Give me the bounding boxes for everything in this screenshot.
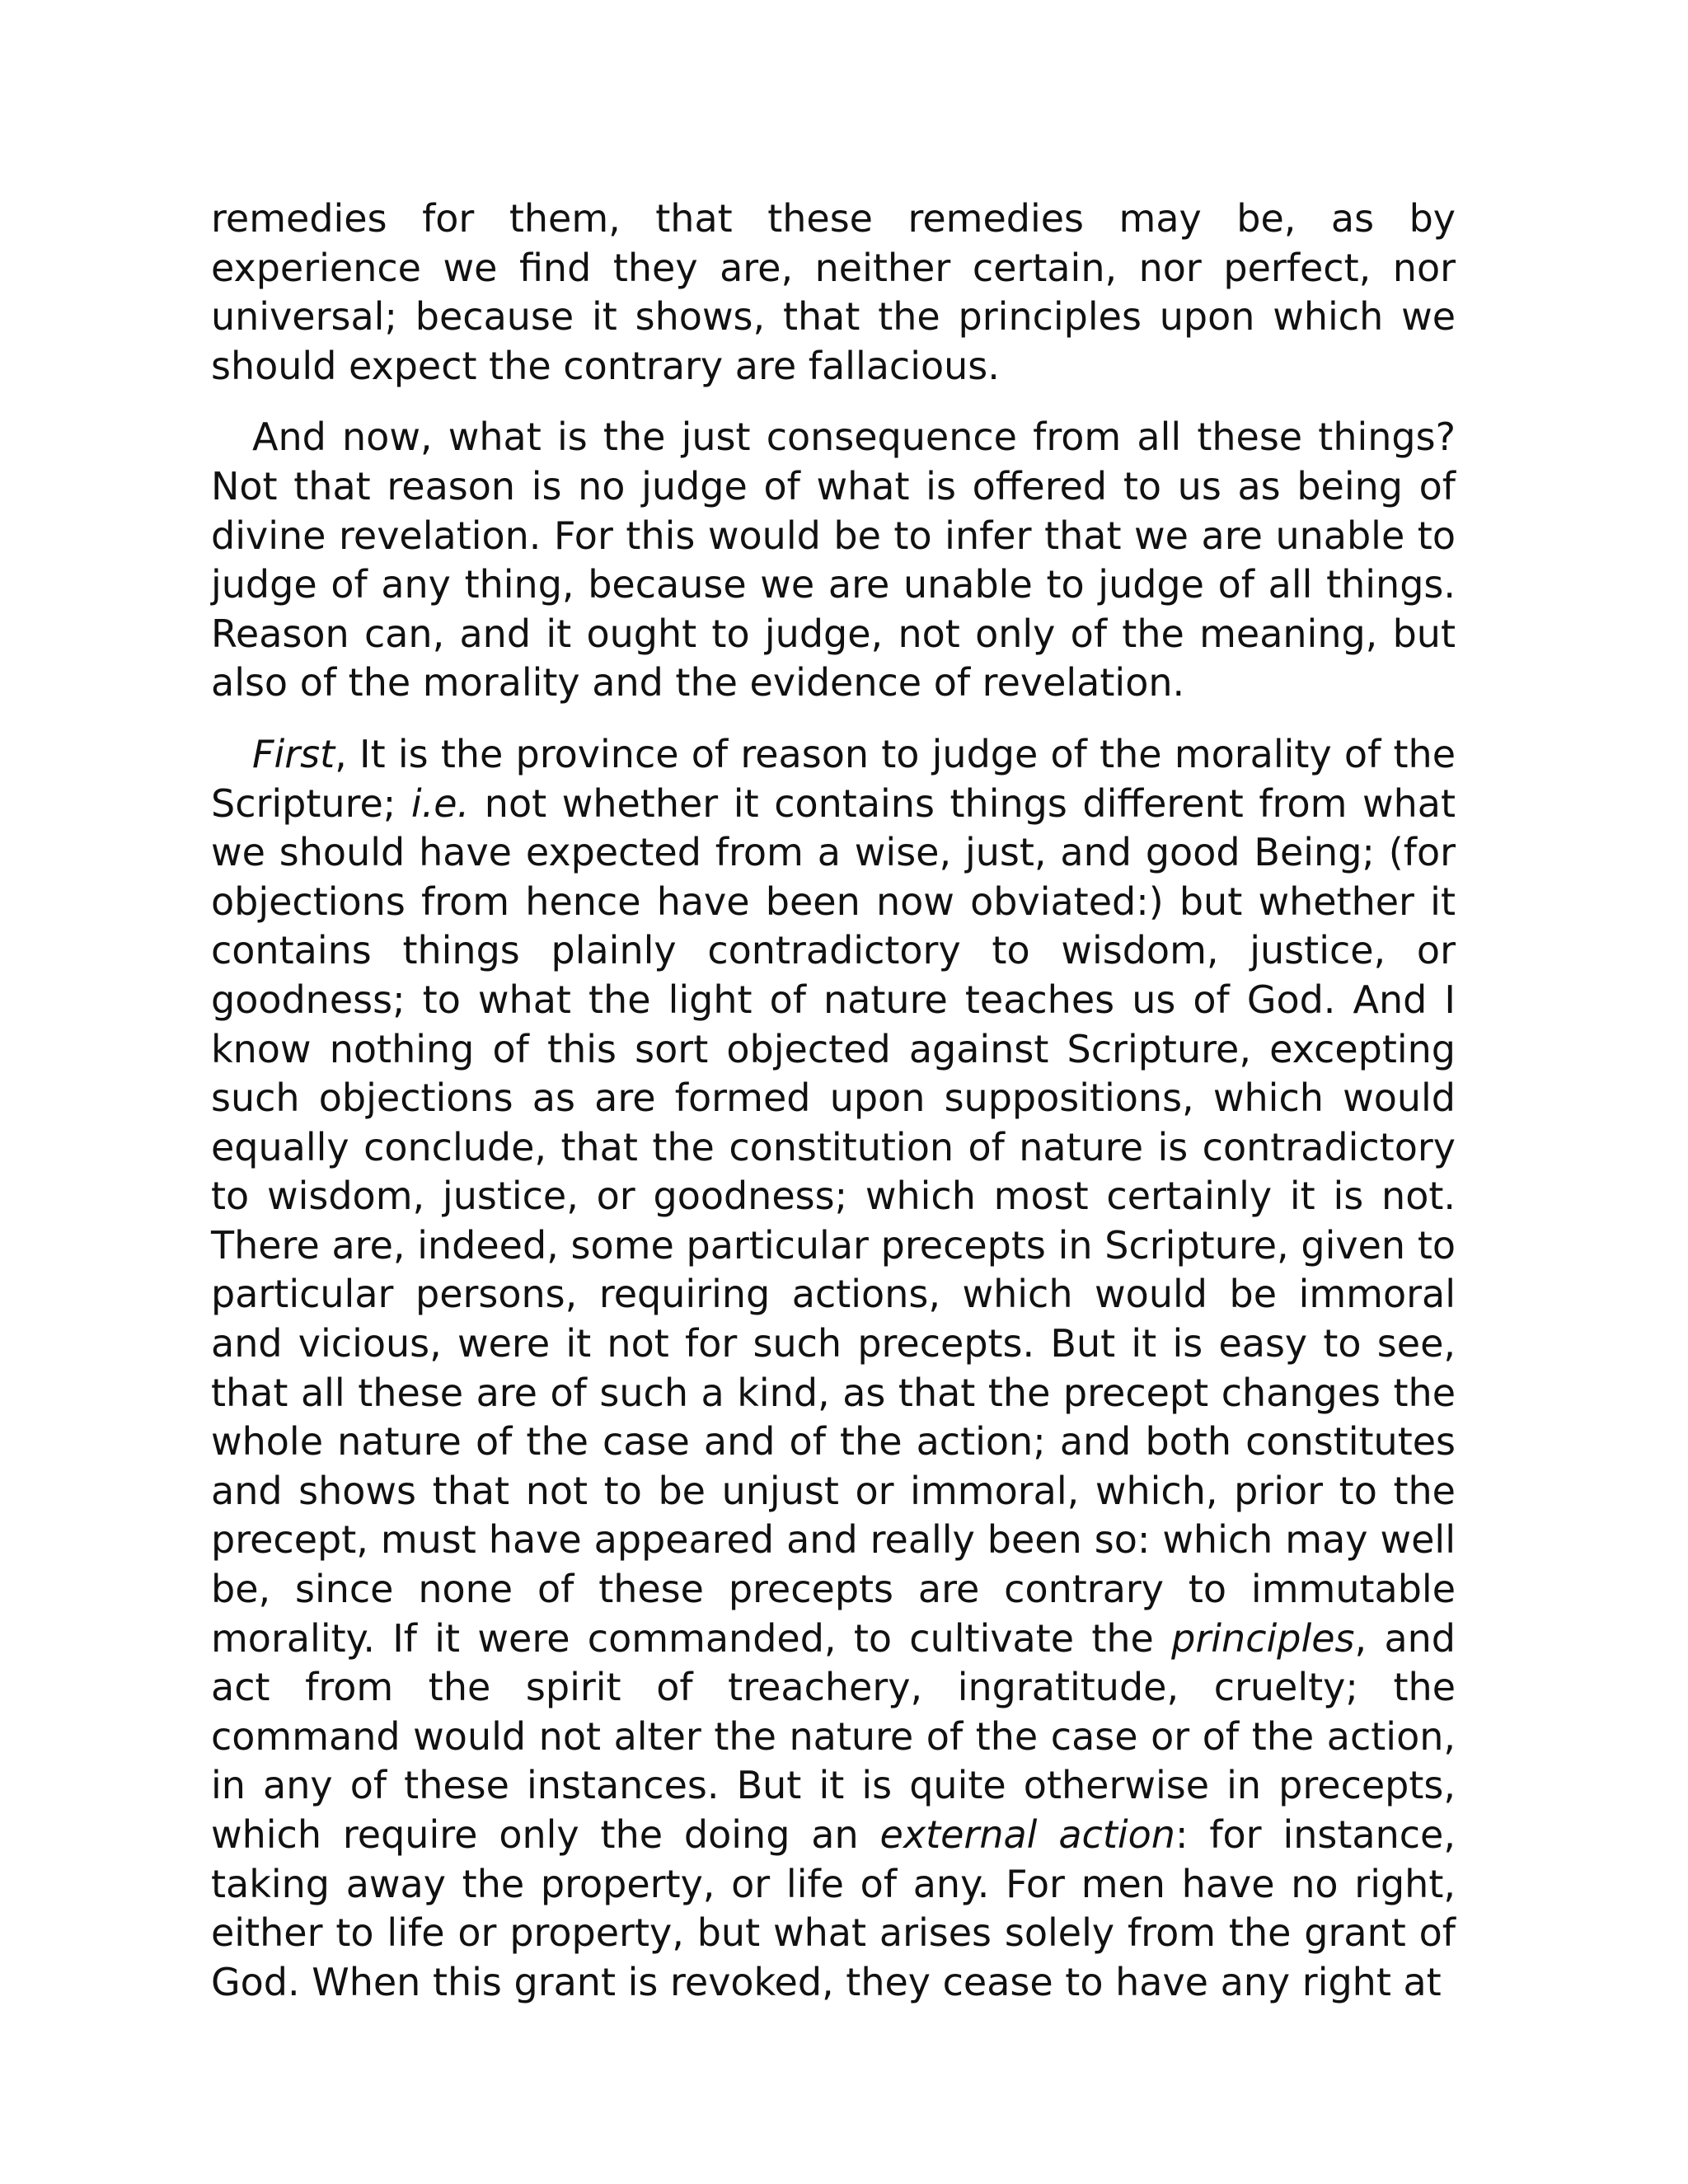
italic-text: i.e. bbox=[410, 780, 470, 826]
paragraph-2 bbox=[211, 413, 1456, 708]
text-run: not whether it contains things different from what we should have expected from a wise, just, and good Being; (for objections from hence have been now obviated:) but whether it contains things plainly contradictory to wisdom, justice, or goodness; to what the light of nature teaches us of God. And I know nothing of this sort objected against Scripture, excepting such objections as are formed upon suppositions, which would equally conclude, that the constitution of nature is contradictory to wisdom, justice, or goodness; which most certainly it is not. There are, indeed, some particular precepts in Scripture, given to particular persons, requiring actions, which would be immoral and vicious, were it not for such precepts. But it is easy to see, that all these are of such a kind, as that the precept changes the whole nature of the case and of the action; and both constitutes and shows that not to be unjust or immoral, which, prior to the precept, must have appeared and really been so: which may well be, since none of these precepts are contrary to immutable morality. If it were commanded, to cultivate the bbox=[211, 780, 1456, 1661]
italic-text: external action bbox=[879, 1812, 1175, 1857]
text-run: And now, what is the just consequence from all these things? Not that reason is no judge of what is offered to us as being of divine revelation. For this would be to infer that we are unable to judge of any thing, because we are unable to judge of all things. Reason can, and it ought to judge, not only of the meaning, but also of the morality and the evidence of revelation. bbox=[211, 415, 1456, 705]
text-run: : for instance, taking away the property, or life of any. For men have no right, either to life or property, but what arises solely from the grant of God. When this grant is revoked, they cease to have any right at bbox=[211, 1812, 1456, 2004]
italic-text: principles bbox=[1171, 1615, 1355, 1661]
text-run: , It is the province of reason to judge of the morality of the Scripture; bbox=[211, 731, 1456, 826]
paragraph-3 bbox=[211, 730, 1456, 2007]
text-run: , and act from the spirit of treachery, ingratitude, cruelty; the command would not alter the nature of the case or of the action, in any of these instances. But it is quite otherwise in precepts, which require only the doing an bbox=[211, 1615, 1456, 1857]
text-run: remedies for them, that these remedies may be, as by experience we find they are, neither certain, nor perfect, nor universal; because it shows, that the principles upon which we should expect the contrary are fallacious. bbox=[211, 196, 1456, 388]
paragraph-1 bbox=[211, 194, 1456, 391]
document-page bbox=[211, 194, 1456, 2029]
italic-text: First bbox=[252, 731, 335, 776]
